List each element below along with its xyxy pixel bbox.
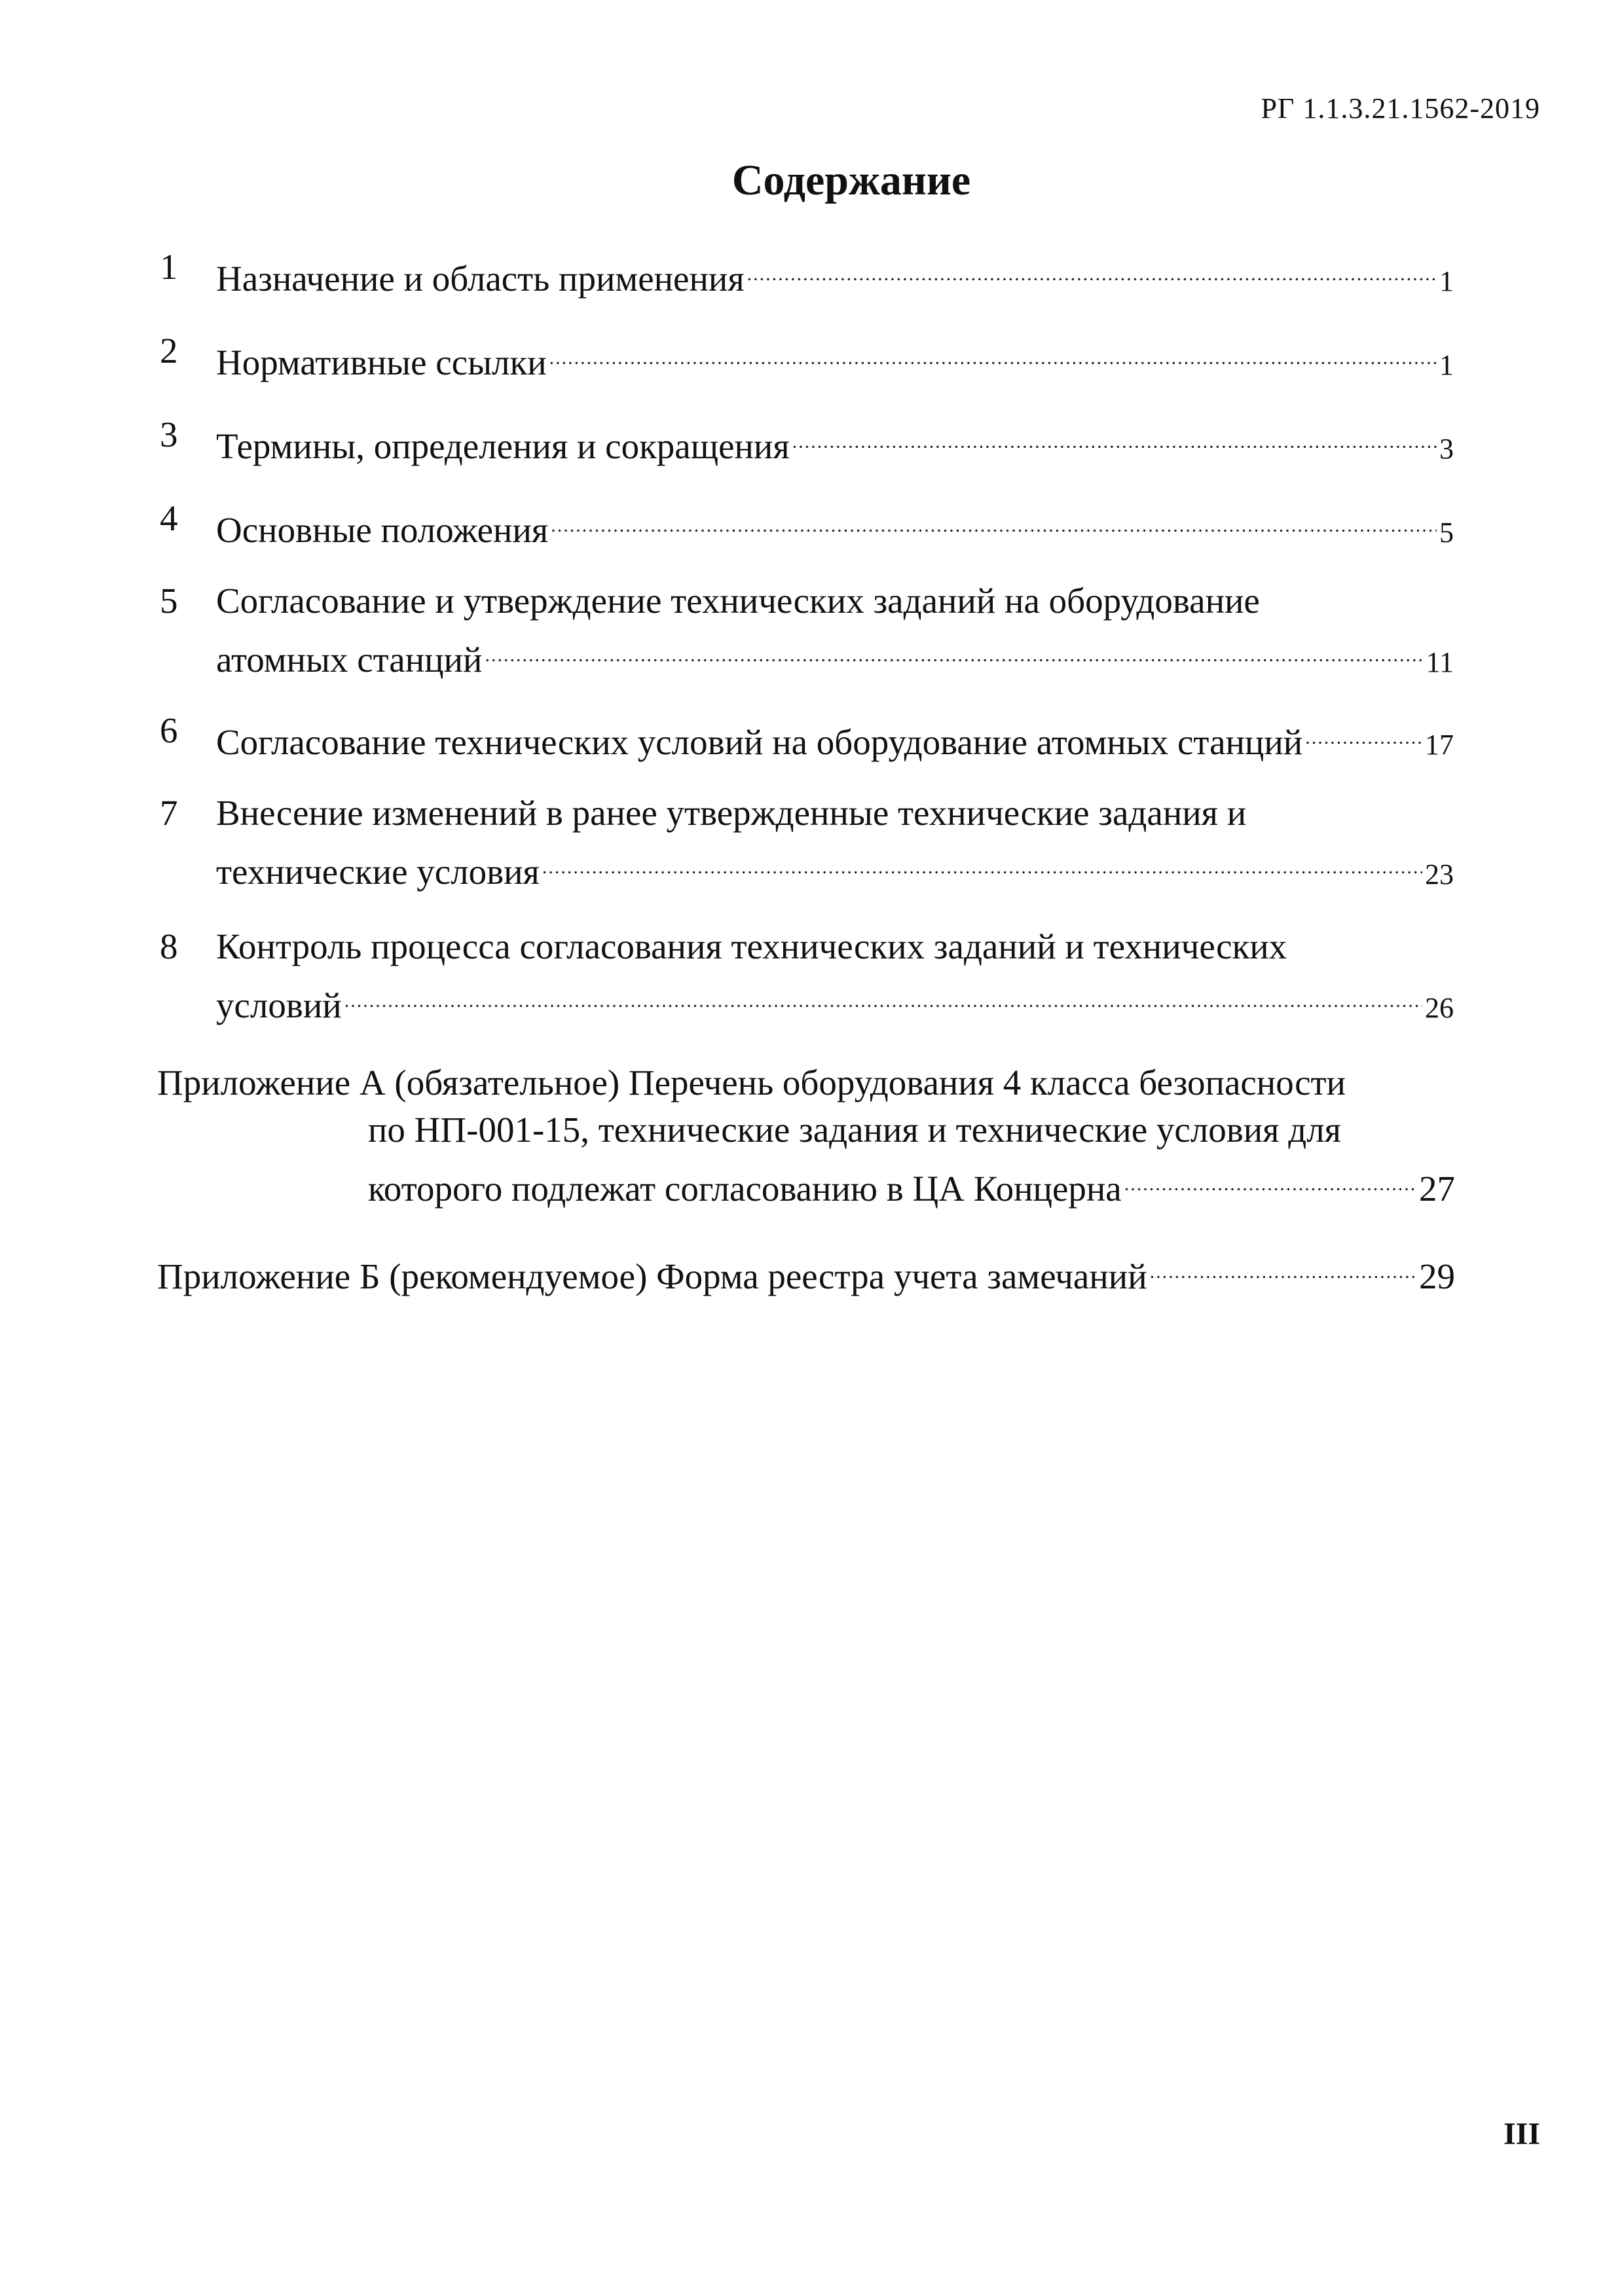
toc-entry-page: 1 [1439, 349, 1454, 381]
toc-entry-title: Назначение и область применения [216, 259, 745, 299]
toc-entry-number: 3 [160, 414, 178, 454]
toc-entry-number: 6 [160, 710, 178, 750]
leader-dots [1305, 707, 1422, 754]
toc-entry-title: Внесение изменений в ранее утвержденные технические задания и [216, 793, 1247, 833]
toc-entry-number: 2 [160, 331, 178, 371]
toc-entry-page: 1 [1439, 265, 1454, 297]
toc-entry-number: 5 [160, 581, 178, 621]
toc-entry-page: 26 [1425, 992, 1454, 1024]
leader-dots [551, 495, 1437, 542]
toc-entry-title-cont: технические условия [216, 852, 540, 892]
toc-entry-page: 17 [1425, 729, 1454, 761]
leader-dots [1150, 1241, 1416, 1288]
toc-appendix-title-cont: которого подлежат согласованию в ЦА Концерна [368, 1169, 1122, 1209]
toc-appendix-title: Приложение А (обязательное) Перечень оборудования 4 класса безопасности [157, 1063, 1346, 1102]
toc-entry-page: 5 [1439, 517, 1454, 549]
leader-dots [747, 244, 1437, 291]
toc-entry-page: 11 [1426, 646, 1454, 678]
leader-dots [485, 625, 1423, 672]
toc-entry-number: 4 [160, 498, 178, 538]
toc-entry-title-cont: атомных станций [216, 640, 483, 680]
page-title: Содержание [731, 156, 971, 204]
leader-dots [1124, 1154, 1416, 1201]
toc-entry-title: Согласование и утверждение технических заданий на оборудование [216, 581, 1260, 621]
document-code: РГ 1.1.3.21.1562-2019 [1261, 92, 1540, 124]
toc-appendix-page: 29 [1419, 1256, 1455, 1296]
toc-entry-title: Основные положения [216, 510, 549, 550]
leader-dots [344, 970, 1422, 1017]
toc-entry-title: Контроль процесса согласования технических заданий и технических [216, 926, 1287, 966]
leader-dots [542, 837, 1422, 884]
toc-appendix-title-cont: по НП-001-15, технические задания и технические условия для [368, 1110, 1341, 1150]
toc-entry-number: 8 [160, 926, 178, 966]
leader-dots [549, 327, 1437, 374]
page-number: III [1503, 2117, 1540, 2151]
leader-dots [792, 411, 1437, 458]
toc-entry-number: 1 [160, 247, 178, 287]
toc-entry-title-cont: условий [216, 985, 342, 1025]
toc-entry-page: 23 [1425, 858, 1454, 890]
toc-entry-title: Нормативные ссылки [216, 342, 547, 382]
toc-entry-title: Согласование технических условий на оборудование атомных станций [216, 722, 1303, 762]
toc-appendix-page: 27 [1419, 1169, 1455, 1209]
toc-entry-number: 7 [160, 793, 178, 833]
toc-entry-page: 3 [1439, 433, 1454, 465]
toc-appendix-title: Приложение Б (рекомендуемое) Форма реестра учета замечаний [157, 1256, 1147, 1296]
toc-entry-title: Термины, определения и сокращения [216, 426, 790, 466]
